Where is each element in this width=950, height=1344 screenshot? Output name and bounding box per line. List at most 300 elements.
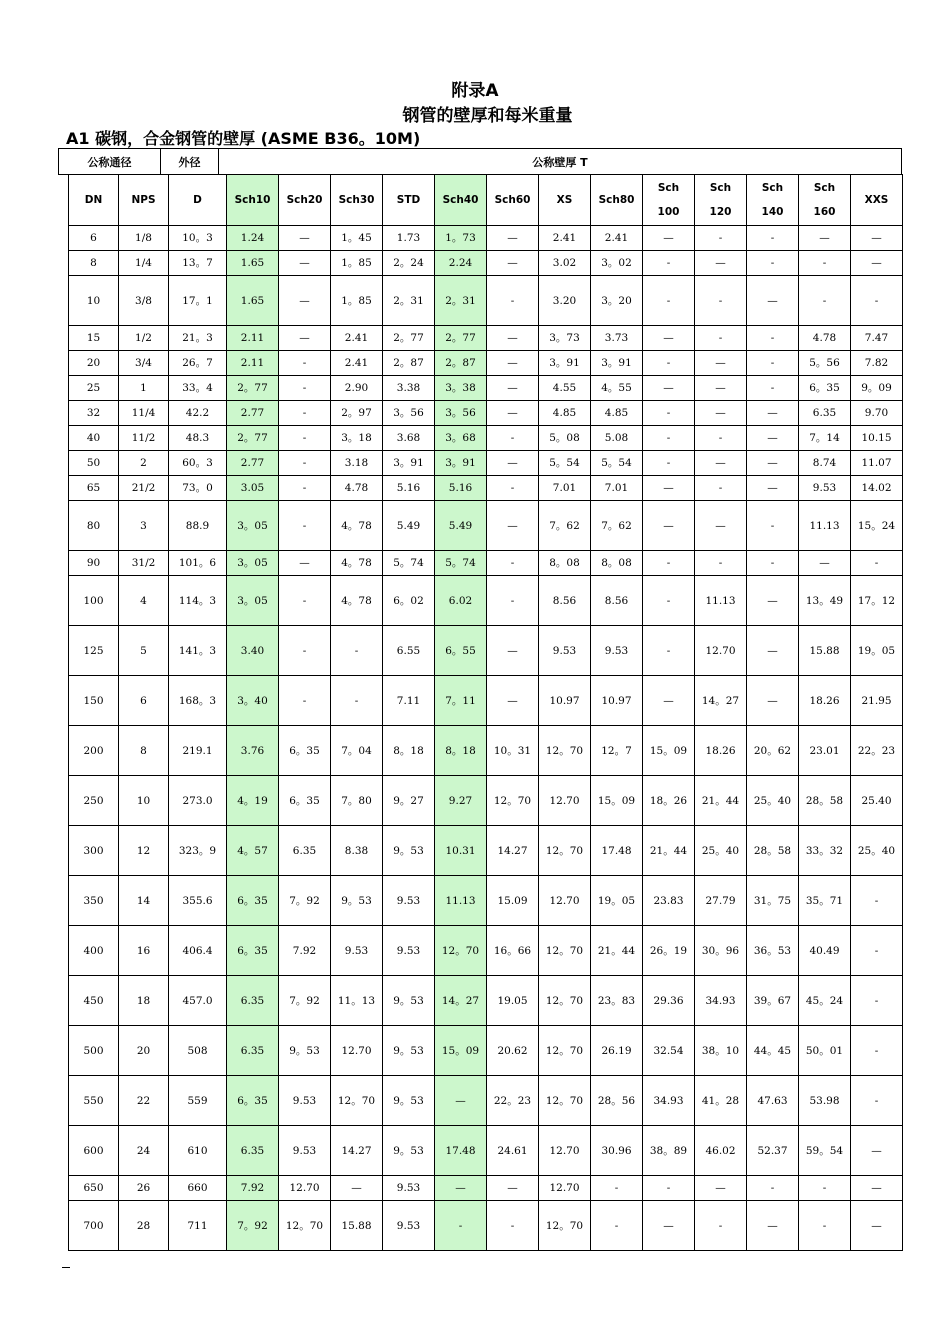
table-cell: 450 [69, 976, 119, 1026]
table-cell: 65 [69, 476, 119, 501]
table-cell: 12.70 [331, 1026, 383, 1076]
table-cell: 7.47 [851, 326, 903, 351]
table-cell: 60。3 [169, 451, 227, 476]
table-cell: 34.93 [643, 1076, 695, 1126]
table-cell: 15。09 [435, 1026, 487, 1076]
column-header: Sch10 [227, 175, 279, 226]
table-cell: 1。85 [331, 276, 383, 326]
table-cell: — [487, 676, 539, 726]
table-cell: 4。78 [331, 551, 383, 576]
table-cell: 9。09 [851, 376, 903, 401]
table-cell: - [643, 351, 695, 376]
table-cell: 19.05 [487, 976, 539, 1026]
table-cell: 28。56 [591, 1076, 643, 1126]
table-cell: 559 [169, 1076, 227, 1126]
table-cell: 2.41 [331, 326, 383, 351]
table-cell: — [695, 451, 747, 476]
table-cell: 9.27 [435, 776, 487, 826]
table-cell: 141。3 [169, 626, 227, 676]
table-cell: 12。70 [539, 926, 591, 976]
table-cell: 15.88 [799, 626, 851, 676]
table-cell: 14。27 [695, 676, 747, 726]
table-cell: 26.19 [591, 1026, 643, 1076]
table-cell: - [643, 401, 695, 426]
table-cell: 3.02 [539, 251, 591, 276]
table-cell: - [695, 551, 747, 576]
table-cell: 13。49 [799, 576, 851, 626]
table-cell: 25。40 [695, 826, 747, 876]
table-cell: 38。89 [643, 1126, 695, 1176]
table-cell: 9。53 [383, 1126, 435, 1176]
table-cell: - [435, 1201, 487, 1251]
table-cell: 1.65 [227, 276, 279, 326]
table-cell: — [747, 276, 799, 326]
table-cell: 15 [69, 326, 119, 351]
table-row [69, 1201, 903, 1251]
table-cell: 3.68 [383, 426, 435, 451]
table-cell: — [851, 1201, 903, 1251]
table-cell: — [643, 501, 695, 551]
table-row [69, 726, 903, 776]
column-header: Sch30 [331, 175, 383, 226]
table-row [69, 251, 903, 276]
table-cell: 14。27 [435, 976, 487, 1026]
table-cell: 4.78 [331, 476, 383, 501]
table-cell: 9。53 [383, 1076, 435, 1126]
table-cell: 4.85 [539, 401, 591, 426]
table-cell: — [747, 401, 799, 426]
table-cell: 20。62 [747, 726, 799, 776]
table-cell: - [851, 976, 903, 1026]
table-row [69, 426, 903, 451]
table-row [69, 826, 903, 876]
table-cell: 25。40 [747, 776, 799, 826]
table-cell: 4.78 [799, 326, 851, 351]
table-cell: 2。77 [435, 326, 487, 351]
table-cell: 30。96 [695, 926, 747, 976]
table-cell: 9.53 [383, 1176, 435, 1201]
table-cell: 12。70 [539, 1201, 591, 1251]
table-cell: 32 [69, 401, 119, 426]
table-cell: - [747, 1176, 799, 1201]
table-cell: 2.77 [227, 451, 279, 476]
table-cell: 4。55 [591, 376, 643, 401]
table-cell: 26。19 [643, 926, 695, 976]
column-header: Sch 120 [695, 175, 747, 226]
table-cell: 39。67 [747, 976, 799, 1026]
table-row [69, 676, 903, 726]
table-cell: — [643, 476, 695, 501]
table-cell: 21.95 [851, 676, 903, 726]
page-bottom-mark [62, 1267, 70, 1268]
table-cell: — [331, 1176, 383, 1201]
table-cell: 26。7 [169, 351, 227, 376]
table-cell: 15。09 [591, 776, 643, 826]
table-cell: - [747, 326, 799, 351]
table-cell: - [695, 326, 747, 351]
table-cell: 20.62 [487, 1026, 539, 1076]
table-cell: 40.49 [799, 926, 851, 976]
table-cell: 6。35 [279, 776, 331, 826]
table-cell: 25 [69, 376, 119, 401]
table-cell: 20 [69, 351, 119, 376]
table-cell: — [695, 401, 747, 426]
table-row [69, 351, 903, 376]
table-cell: 323。9 [169, 826, 227, 876]
table-row [69, 626, 903, 676]
table-cell: 2。87 [435, 351, 487, 376]
table-cell: - [851, 1076, 903, 1126]
table-cell: 8。18 [435, 726, 487, 776]
table-cell: 50。01 [799, 1026, 851, 1076]
table-cell: — [643, 226, 695, 251]
table-cell: 500 [69, 1026, 119, 1076]
table-cell: - [747, 226, 799, 251]
table-cell: 5。08 [539, 426, 591, 451]
column-header: Sch20 [279, 175, 331, 226]
table-row [69, 1176, 903, 1201]
table-cell: 14.27 [331, 1126, 383, 1176]
table-cell: - [851, 551, 903, 576]
table-cell: 5。74 [383, 551, 435, 576]
table-cell: 600 [69, 1126, 119, 1176]
table-cell: 1 [119, 376, 169, 401]
table-cell: 12 [119, 826, 169, 876]
table-cell: 1。73 [435, 226, 487, 251]
table-cell: - [279, 501, 331, 551]
table-cell: - [279, 426, 331, 451]
table-cell: 11。13 [331, 976, 383, 1026]
table-cell: 17。1 [169, 276, 227, 326]
table-cell: - [747, 251, 799, 276]
table-cell: 21/2 [119, 476, 169, 501]
table-cell: — [747, 1201, 799, 1251]
table-cell: 28。58 [799, 776, 851, 826]
table-cell: 8。08 [591, 551, 643, 576]
table-cell: 10.31 [435, 826, 487, 876]
table-cell: 5.16 [435, 476, 487, 501]
column-header: Sch 100 [643, 175, 695, 226]
table-cell: 33。4 [169, 376, 227, 401]
table-cell: - [487, 551, 539, 576]
table-cell: 32.54 [643, 1026, 695, 1076]
table-cell: 3。68 [435, 426, 487, 451]
table-cell: 3。05 [227, 576, 279, 626]
table-cell: 7.01 [539, 476, 591, 501]
table-cell: 4。78 [331, 576, 383, 626]
table-cell: 400 [69, 926, 119, 976]
table-cell: 7。92 [279, 976, 331, 1026]
table-cell: 80 [69, 501, 119, 551]
table-cell: 2.41 [591, 226, 643, 251]
table-cell: - [643, 626, 695, 676]
table-cell: 47.63 [747, 1076, 799, 1126]
table-cell: 2。97 [331, 401, 383, 426]
table-cell: 52.37 [747, 1126, 799, 1176]
table-cell: 9.53 [279, 1126, 331, 1176]
table-cell: 711 [169, 1201, 227, 1251]
table-cell: - [695, 276, 747, 326]
table-cell: 36。53 [747, 926, 799, 976]
table-cell: 350 [69, 876, 119, 926]
table-cell: 3/8 [119, 276, 169, 326]
table-cell: 9。53 [279, 1026, 331, 1076]
table-cell: — [279, 326, 331, 351]
column-header: Sch 160 [799, 175, 851, 226]
table-cell: 3。18 [331, 426, 383, 451]
table-cell: 9.53 [383, 926, 435, 976]
column-header: D [169, 175, 227, 226]
table-cell: 2.11 [227, 326, 279, 351]
table-cell: - [487, 276, 539, 326]
table-cell: 3.76 [227, 726, 279, 776]
column-header: Sch 140 [747, 175, 799, 226]
table-cell: 2。31 [383, 276, 435, 326]
table-row [69, 776, 903, 826]
table-cell: 11/4 [119, 401, 169, 426]
table-cell: - [747, 551, 799, 576]
table-cell: - [643, 276, 695, 326]
table-cell: — [643, 676, 695, 726]
table-cell: 6.02 [435, 576, 487, 626]
table-cell: 2。77 [227, 376, 279, 401]
table-cell: 7.11 [383, 676, 435, 726]
table-cell: 4.85 [591, 401, 643, 426]
wall-thickness-table [68, 174, 903, 1251]
table-cell: 457.0 [169, 976, 227, 1026]
group-header-nominal-size: 公称通径 [59, 149, 161, 175]
table-cell: 7。80 [331, 776, 383, 826]
table-cell: 42.2 [169, 401, 227, 426]
table-cell: 21。3 [169, 326, 227, 351]
table-cell: 18。26 [643, 776, 695, 826]
table-cell: - [747, 376, 799, 401]
table-cell: - [487, 426, 539, 451]
table-cell: 5.16 [383, 476, 435, 501]
column-header: XXS [851, 175, 903, 226]
table-cell: 40 [69, 426, 119, 451]
table-cell: 23。83 [591, 976, 643, 1026]
table-cell: 6.35 [227, 1026, 279, 1076]
table-cell: — [747, 476, 799, 501]
table-cell: 12。70 [539, 976, 591, 1026]
table-cell: - [279, 401, 331, 426]
table-cell: 300 [69, 826, 119, 876]
table-cell: 9。53 [383, 976, 435, 1026]
table-cell: 1.65 [227, 251, 279, 276]
table-cell: 3。40 [227, 676, 279, 726]
table-cell: 1.73 [383, 226, 435, 251]
table-cell: — [851, 1126, 903, 1176]
table-cell: 2.41 [331, 351, 383, 376]
table-cell: — [487, 1176, 539, 1201]
table-cell: — [279, 251, 331, 276]
table-cell: 700 [69, 1201, 119, 1251]
table-cell: 6。35 [279, 726, 331, 776]
table-cell: 6。02 [383, 576, 435, 626]
table-cell: 41。28 [695, 1076, 747, 1126]
table-cell: 7。04 [331, 726, 383, 776]
table-cell: 50 [69, 451, 119, 476]
table-cell: 12。70 [539, 826, 591, 876]
table-cell: 53.98 [799, 1076, 851, 1126]
table-cell: 3。05 [227, 551, 279, 576]
table-cell: 17.48 [591, 826, 643, 876]
table-cell: — [487, 401, 539, 426]
table-cell: — [643, 1201, 695, 1251]
table-cell: — [279, 226, 331, 251]
table-row [69, 476, 903, 501]
table-cell: 28。58 [747, 826, 799, 876]
column-header: Sch60 [487, 175, 539, 226]
table-cell: 12.70 [539, 876, 591, 926]
table-cell: 3.18 [331, 451, 383, 476]
table-cell: 10。31 [487, 726, 539, 776]
table-cell: 35。71 [799, 876, 851, 926]
table-cell: 8.74 [799, 451, 851, 476]
table-cell: 508 [169, 1026, 227, 1076]
table-cell: - [643, 551, 695, 576]
table-cell: 11/2 [119, 426, 169, 451]
table-cell: - [279, 376, 331, 401]
table-cell: — [435, 1076, 487, 1126]
table-cell: 3。56 [435, 401, 487, 426]
table-cell: - [747, 501, 799, 551]
table-cell: — [435, 1176, 487, 1201]
table-cell: 12.70 [539, 1126, 591, 1176]
table-cell: 14.27 [487, 826, 539, 876]
table-cell: — [799, 551, 851, 576]
table-row [69, 1026, 903, 1076]
table-cell: 8。18 [383, 726, 435, 776]
appendix-title: 附录A [451, 81, 499, 101]
table-cell: 18.26 [799, 676, 851, 726]
table-cell: 5。54 [591, 451, 643, 476]
table-cell: — [643, 326, 695, 351]
table-cell: 17.48 [435, 1126, 487, 1176]
table-cell: 6。35 [799, 376, 851, 401]
table-cell: 24.61 [487, 1126, 539, 1176]
column-header: STD [383, 175, 435, 226]
table-cell: 7。92 [279, 876, 331, 926]
table-cell: 3。20 [591, 276, 643, 326]
table-cell: 5。56 [799, 351, 851, 376]
column-header: Sch40 [435, 175, 487, 226]
table-cell: 12。70 [539, 726, 591, 776]
table-cell: 25.40 [851, 776, 903, 826]
table-cell: 1。45 [331, 226, 383, 251]
table-cell: 660 [169, 1176, 227, 1201]
table-cell: 10.97 [591, 676, 643, 726]
table-cell: 406.4 [169, 926, 227, 976]
table-cell: 7。62 [539, 501, 591, 551]
table-cell: 3/4 [119, 351, 169, 376]
table-cell: 1/8 [119, 226, 169, 251]
table-cell: — [851, 251, 903, 276]
table-cell: 610 [169, 1126, 227, 1176]
table-cell: 5 [119, 626, 169, 676]
table-row [69, 226, 903, 251]
column-header: DN [69, 175, 119, 226]
table-cell: 250 [69, 776, 119, 826]
table-cell: — [747, 576, 799, 626]
table-row [69, 1076, 903, 1126]
table-cell: 273.0 [169, 776, 227, 826]
table-cell: 6。35 [227, 1076, 279, 1126]
table-cell: — [487, 626, 539, 676]
table-cell: 7.01 [591, 476, 643, 501]
table-row [69, 451, 903, 476]
table-cell: 5。54 [539, 451, 591, 476]
table-cell: 38。10 [695, 1026, 747, 1076]
table-cell: 7。92 [227, 1201, 279, 1251]
table-cell: 6。35 [227, 926, 279, 976]
table-cell: 8.38 [331, 826, 383, 876]
table-cell: — [851, 1176, 903, 1201]
table-cell: 1.24 [227, 226, 279, 251]
table-cell: 6 [69, 226, 119, 251]
document-title: 钢管的壁厚和每米重量 [402, 106, 573, 126]
table-cell: 28 [119, 1201, 169, 1251]
table-cell: 7。11 [435, 676, 487, 726]
table-cell: 12。70 [487, 776, 539, 826]
table-cell: 114。3 [169, 576, 227, 626]
table-cell: 3.20 [539, 276, 591, 326]
table-cell: 10 [69, 276, 119, 326]
table-cell: 19。05 [851, 626, 903, 676]
table-cell: 2。77 [383, 326, 435, 351]
group-header-outer-diameter: 外径 [161, 149, 219, 175]
table-cell: — [279, 551, 331, 576]
table-row [69, 376, 903, 401]
table-cell: 12.70 [279, 1176, 331, 1201]
table-row [69, 326, 903, 351]
table-cell: 3.73 [591, 326, 643, 351]
table-cell: - [487, 576, 539, 626]
table-cell: 16。66 [487, 926, 539, 976]
table-cell: 5.49 [383, 501, 435, 551]
table-cell: 125 [69, 626, 119, 676]
table-cell: — [747, 426, 799, 451]
table-cell: 9.70 [851, 401, 903, 426]
table-cell: — [695, 1176, 747, 1201]
table-cell: 6。55 [435, 626, 487, 676]
table-cell: 9.53 [799, 476, 851, 501]
table-cell: 9.53 [591, 626, 643, 676]
table-cell: 1/4 [119, 251, 169, 276]
table-row [69, 876, 903, 926]
table-cell: 150 [69, 676, 119, 726]
table-cell: 29.36 [643, 976, 695, 1026]
table-cell: 3。02 [591, 251, 643, 276]
table-cell: — [487, 326, 539, 351]
table-cell: 15.09 [487, 876, 539, 926]
table-cell: 9。53 [383, 826, 435, 876]
table-cell: 1。85 [331, 251, 383, 276]
table-cell: 9。27 [383, 776, 435, 826]
column-header: NPS [119, 175, 169, 226]
table-row [69, 501, 903, 551]
table-cell: 4。19 [227, 776, 279, 826]
table-cell: 10。3 [169, 226, 227, 251]
table-cell: — [487, 351, 539, 376]
table-row [69, 1126, 903, 1176]
table-cell: 18 [119, 976, 169, 1026]
table-cell: 88.9 [169, 501, 227, 551]
table-cell: 59。54 [799, 1126, 851, 1176]
table-cell: 355.6 [169, 876, 227, 926]
table-cell: 6.35 [227, 1126, 279, 1176]
